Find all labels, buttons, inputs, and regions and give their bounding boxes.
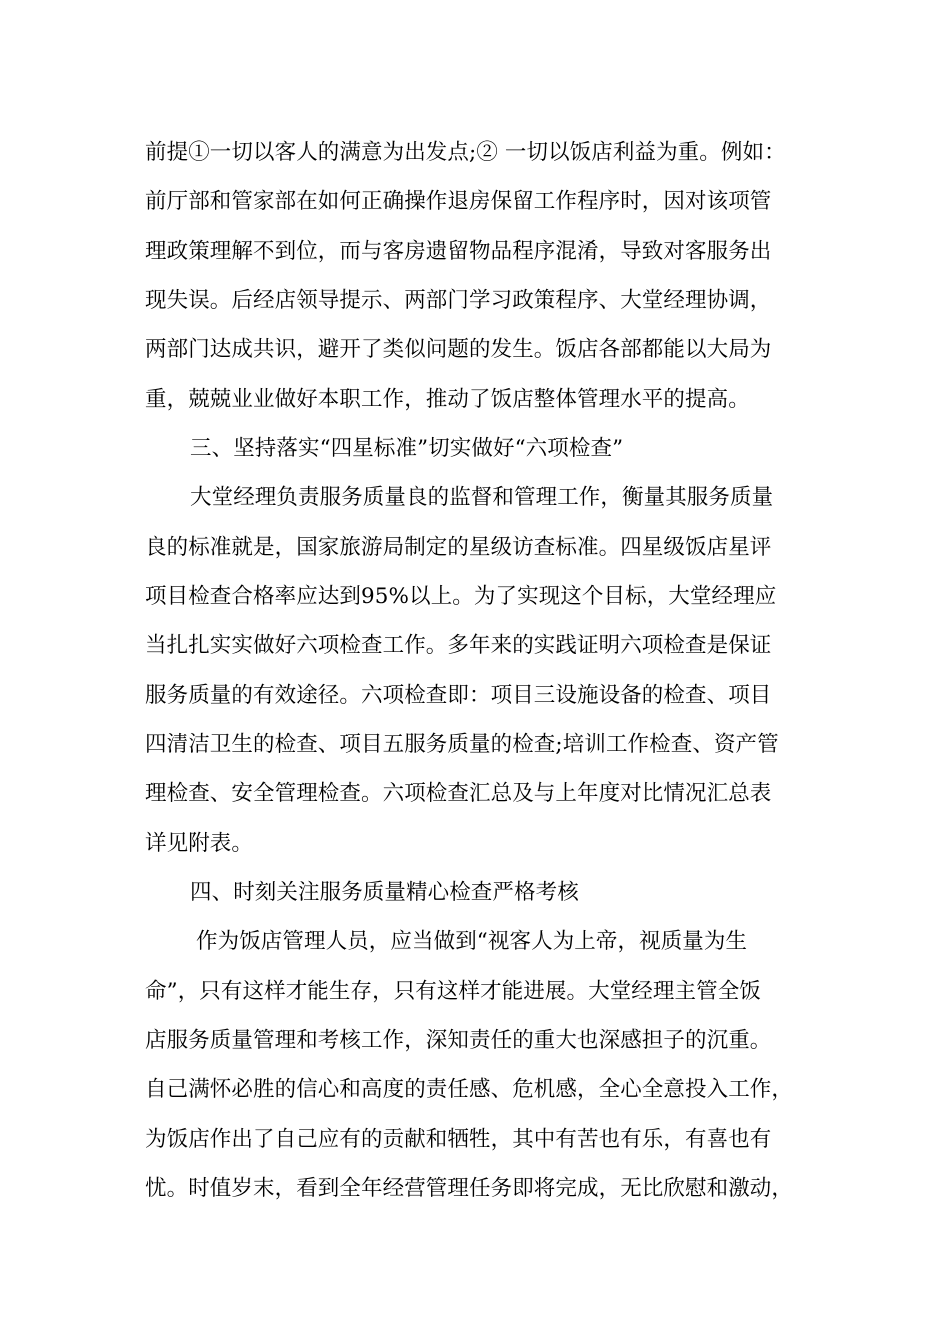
paragraph-line: 前厅部和管家部在如何正确操作退房保留工作程序时，因对该项管 bbox=[145, 189, 772, 214]
paragraph-line: 大堂经理负责服务质量良的监督和管理工作，衡量其服务质量 bbox=[190, 485, 774, 510]
paragraph-line: 理政策理解不到位，而与客房遗留物品程序混淆，导致对客服务出 bbox=[145, 239, 772, 264]
paragraph-line: 忧。时值岁末，看到全年经营管理任务即将完成，无比欣慰和激动， bbox=[145, 1176, 794, 1201]
section-heading: 三、坚持落实“四星标准”切实做好“六项检查” bbox=[190, 436, 624, 461]
paragraph-line: 四清洁卫生的检查、项目五服务质量的检查;培训工作检查、资产管 bbox=[145, 732, 779, 757]
section-heading: 四、时刻关注服务质量精心检查严格考核 bbox=[190, 880, 579, 905]
paragraph-line: 两部门达成共识，避开了类似问题的发生。饭店各部都能以大局为 bbox=[145, 337, 772, 362]
paragraph-line: 详见附表。 bbox=[145, 831, 254, 856]
paragraph-line: 良的标准就是，国家旅游局制定的星级访查标准。四星级饭店星评 bbox=[145, 535, 772, 560]
paragraph-line: 服务质量的有效途径。六项检查即：项目三设施设备的检查、项目 bbox=[145, 683, 772, 708]
paragraph-line: 为饭店作出了自己应有的贡献和牺牲，其中有苦也有乐，有喜也有 bbox=[145, 1127, 772, 1152]
paragraph-line: 理检查、安全管理检查。六项检查汇总及与上年度对比情况汇总表 bbox=[145, 781, 772, 806]
paragraph-line: 重，兢兢业业做好本职工作，推动了饭店整体管理水平的提高。 bbox=[145, 387, 750, 412]
paragraph-line: 项目检查合格率应达到95%以上。为了实现这个目标，大堂经理应 bbox=[145, 584, 777, 609]
paragraph-line: 命”，只有这样才能生存，只有这样才能进展。大堂经理主管全饭 bbox=[145, 979, 761, 1004]
paragraph-line: 当扎扎实实做好六项检查工作。多年来的实践证明六项检查是保证 bbox=[145, 633, 772, 658]
paragraph-line: 店服务质量管理和考核工作，深知责任的重大也深感担子的沉重。 bbox=[145, 1028, 772, 1053]
paragraph-line: 前提①一切以客人的满意为出发点;② 一切以饭店利益为重。例如： bbox=[145, 140, 786, 165]
paragraph-line: 作为饭店管理人员，应当做到“视客人为上帝，视质量为生 bbox=[196, 929, 748, 954]
paragraph-line: 自己满怀必胜的信心和高度的责任感、危机感，全心全意投入工作， bbox=[145, 1077, 794, 1102]
paragraph-line: 现失误。后经店领导提示、两部门学习政策程序、大堂经理协调， bbox=[145, 288, 772, 313]
